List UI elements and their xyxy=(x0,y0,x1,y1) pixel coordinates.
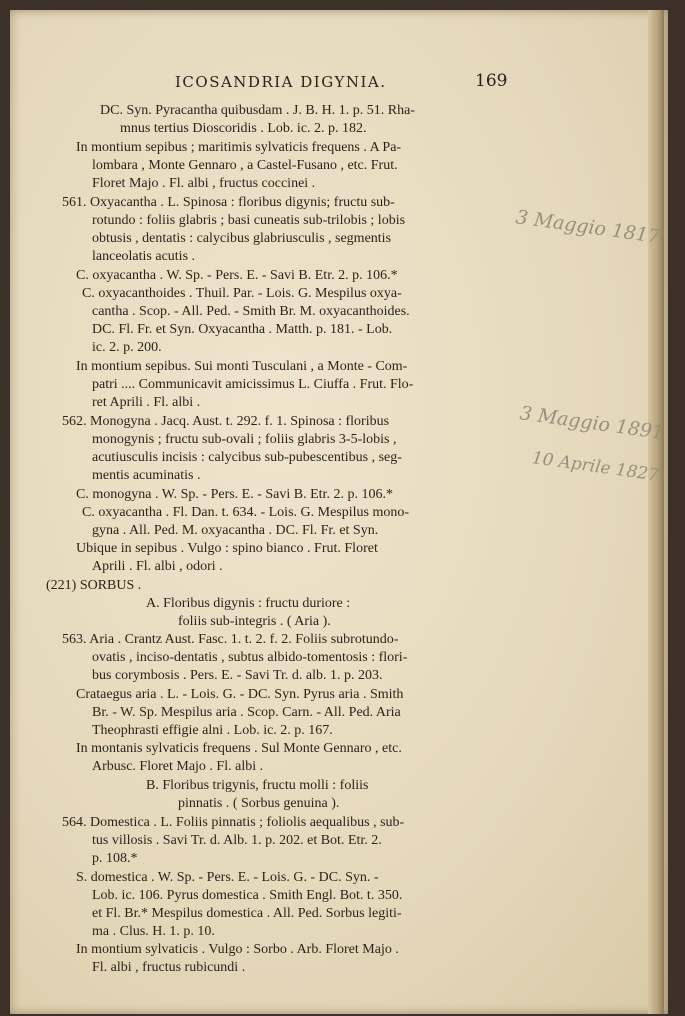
text-line: 564. Domestica . L. Foliis pinnatis ; foliolis aequalibus , sub- xyxy=(62,815,405,830)
text-line: patri .... Communicavit amicissimus L. Ciuffa . Frut. Flo- xyxy=(92,377,414,392)
text-line: rotundo : foliis glabris ; basi cuneatis sub-trilobis ; lobis xyxy=(92,213,406,228)
text-line: Theophrasti effigie alni . Lob. ic. 2. p. 167. xyxy=(92,723,333,738)
text-line: C. oxyacanthoides . Thuil. Par. - Lois. G. Mespilus oxya- xyxy=(82,286,402,301)
book-page xyxy=(10,10,668,1014)
text-line: Floret Majo . Fl. albi , fructus coccinei . xyxy=(92,176,316,191)
text-line: gyna . All. Ped. M. oxyacantha . DC. Fl. Fr. et Syn. xyxy=(92,523,379,538)
text-line: obtusis , dentatis : calycibus glabriusculis , segmentis xyxy=(92,231,392,246)
text-line: DC. Fl. Fr. et Syn. Oxyacantha . Matth. p. 181. - Lob. xyxy=(92,322,393,337)
text-line: DC. Syn. Pyracantha quibusdam . J. B. H. 1. p. 51. Rha- xyxy=(100,103,415,118)
text-line: p. 108.* xyxy=(92,851,138,866)
text-line: Ubique in sepibus . Vulgo : spino bianco . Frut. Floret xyxy=(76,541,378,556)
running-header xyxy=(10,73,668,103)
text-line: In montium sylvaticis . Vulgo : Sorbo . Arb. Floret Majo . xyxy=(76,942,399,957)
text-line: cantha . Scop. - All. Ped. - Smith Br. M. oxyacanthoides. xyxy=(92,304,410,319)
text-line: (221) SORBUS . xyxy=(46,578,142,593)
text-line: acutiusculis incisis : calycibus sub-pubescentibus , seg- xyxy=(92,450,402,465)
text-line: foliis sub-integris . ( Aria ). xyxy=(178,614,331,629)
text-line: lombara , Monte Gennaro , a Castel-Fusano , etc. Frut. xyxy=(92,158,398,173)
text-line: Fl. albi , fructus rubicundi . xyxy=(92,960,246,975)
text-line: lanceolatis acutis . xyxy=(92,249,196,264)
text-line: Aprili . Fl. albi , odori . xyxy=(92,559,223,574)
text-line: In montium sepibus ; maritimis sylvaticis frequens . A Pa- xyxy=(76,140,402,155)
text-line: C. oxyacantha . Fl. Dan. t. 634. - Lois. G. Mespilus mono- xyxy=(82,505,410,520)
text-line: C. monogyna . W. Sp. - Pers. E. - Savi B. Etr. 2. p. 106.* xyxy=(76,487,393,502)
text-line: ret Aprili . Fl. albi . xyxy=(92,395,201,410)
text-line: pinnatis . ( Sorbus genuina ). xyxy=(178,796,340,811)
text-line: B. Floribus trigynis, fructu molli : foliis xyxy=(146,778,369,793)
page-number: 169 xyxy=(475,71,508,91)
running-title: ICOSANDRIA DIGYNIA. xyxy=(175,73,387,91)
text-line: ic. 2. p. 200. xyxy=(92,340,162,355)
text-line: Lob. ic. 106. Pyrus domestica . Smith Engl. Bot. t. 350. xyxy=(92,888,403,903)
text-line: ma . Clus. H. 1. p. 10. xyxy=(92,924,215,939)
text-line: ovatis , inciso-dentatis , subtus albido-tomentosis : flori- xyxy=(92,650,408,665)
text-line: monogynis ; fructu sub-ovali ; foliis glabris 3-5-lobis , xyxy=(92,432,397,447)
handwritten-note: 3 Maggio 1891 xyxy=(518,402,666,445)
handwritten-note: 3 Maggio 1817 xyxy=(514,206,662,249)
handwritten-note: 10 Aprile 1827 xyxy=(530,448,661,486)
text-line: et Fl. Br.* Mespilus domestica . All. Ped. Sorbus legiti- xyxy=(92,906,402,921)
text-line: 563. Aria . Crantz Aust. Fasc. 1. t. 2. f. 2. Foliis subrotundo- xyxy=(62,632,399,647)
text-line: mnus tertius Dioscoridis . Lob. ic. 2. p. 182. xyxy=(120,121,367,136)
text-line: bus corymbosis . Pers. E. - Savi Tr. d. alb. 1. p. 203. xyxy=(92,668,383,683)
text-line: A. Floribus digynis : fructu duriore : xyxy=(146,596,351,611)
text-line: In montanis sylvaticis frequens . Sul Monte Gennaro , etc. xyxy=(76,741,402,756)
text-line: 561. Oxyacantha . L. Spinosa : floribus digynis; fructu sub- xyxy=(62,195,395,210)
text-line: Arbusc. Floret Majo . Fl. albi . xyxy=(92,759,264,774)
text-line: Crataegus aria . L. - Lois. G. - DC. Syn. Pyrus aria . Smith xyxy=(76,687,404,702)
text-line: mentis acuminatis . xyxy=(92,468,201,483)
text-line: tus villosis . Savi Tr. d. Alb. 1. p. 202. et Bot. Etr. 2. xyxy=(92,833,382,848)
text-line: Br. - W. Sp. Mespilus aria . Scop. Carn. - All. Ped. Aria xyxy=(92,705,401,720)
page-edge xyxy=(648,10,664,1014)
text-line: C. oxyacantha . W. Sp. - Pers. E. - Savi B. Etr. 2. p. 106.* xyxy=(76,268,398,283)
text-line: In montium sepibus. Sui monti Tusculani , a Monte - Com- xyxy=(76,359,408,374)
text-line: S. domestica . W. Sp. - Pers. E. - Lois. G. - DC. Syn. - xyxy=(76,870,379,885)
text-line: 562. Monogyna . Jacq. Aust. t. 292. f. 1. Spinosa : floribus xyxy=(62,414,390,429)
